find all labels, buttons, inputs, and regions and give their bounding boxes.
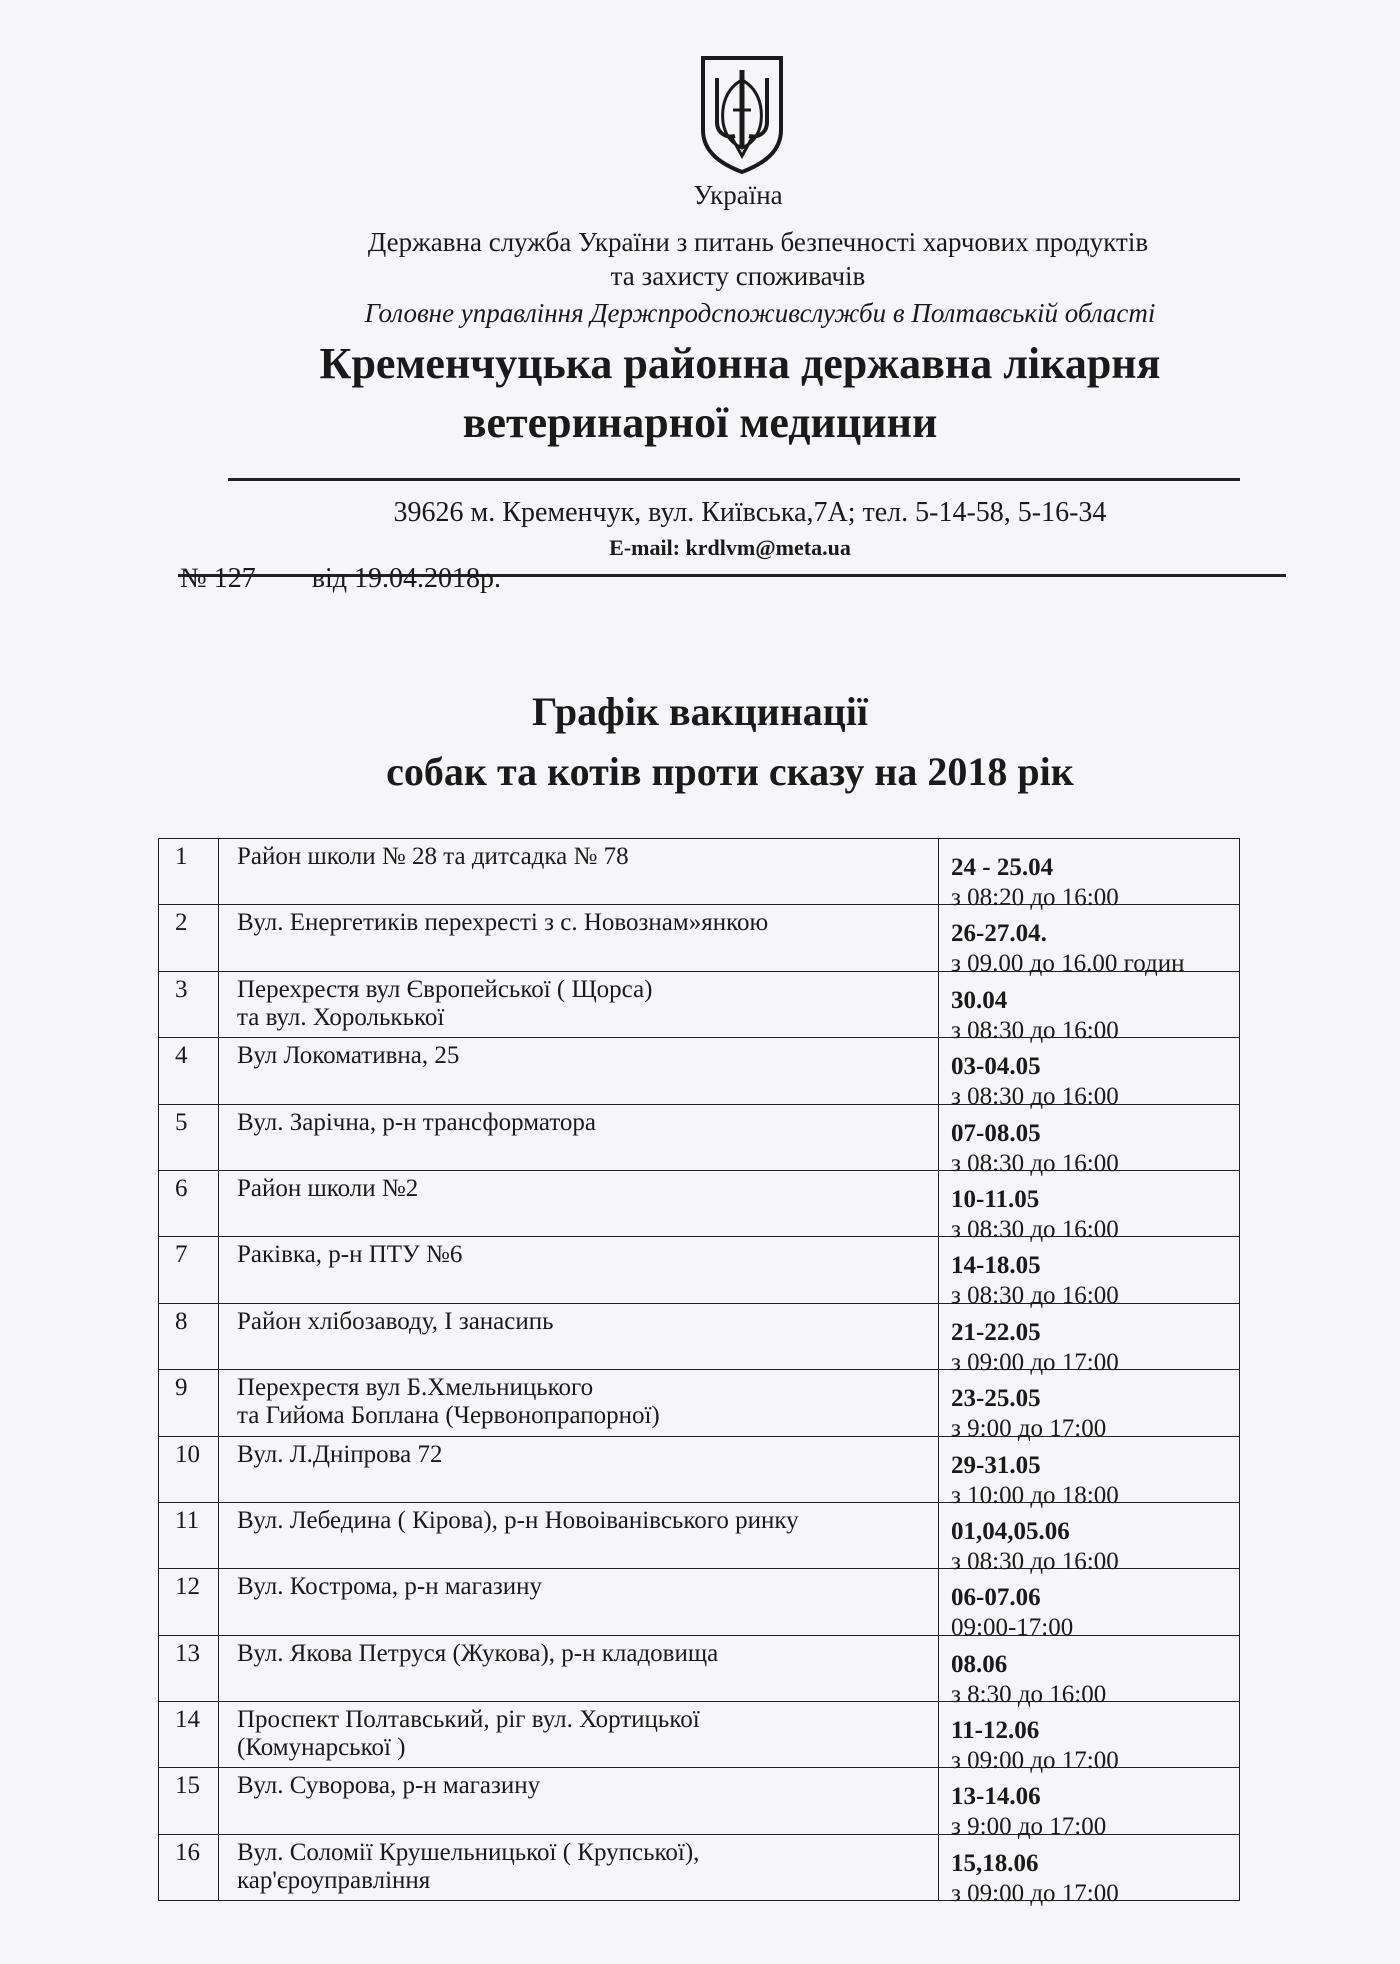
- row-time: з 08:20 до 16:00: [951, 884, 1119, 911]
- row-location: Проспект Полтавський, ріг вул. Хортицької (Комунарської ): [219, 1702, 939, 1767]
- row-number: 5: [159, 1105, 219, 1170]
- row-number: 10: [159, 1437, 219, 1502]
- table-row: [159, 905, 1239, 978]
- row-number: 15: [159, 1768, 219, 1833]
- row-datetime: [939, 1171, 1239, 1243]
- row-time: з 08:30 до 16:00: [951, 1016, 1119, 1044]
- row-number: 8: [159, 1304, 219, 1369]
- row-time: з 08:30 до 16:00: [951, 1083, 1119, 1111]
- table-row: [159, 1702, 1239, 1775]
- service-name-line2: та захисту споживачів: [610, 261, 866, 291]
- document-number: № 127: [180, 563, 256, 594]
- row-time: з 10:00 до 18:00: [951, 1481, 1119, 1509]
- table-row: [159, 1038, 1239, 1111]
- table-row: [159, 1304, 1239, 1376]
- row-time: з 08:30 до 16:00: [951, 1282, 1119, 1310]
- table-row: [159, 1768, 1239, 1841]
- row-number: 4: [159, 1038, 219, 1103]
- organization-name-line2: ветеринарної медицини: [462, 398, 938, 447]
- table-row: [159, 1370, 1239, 1443]
- row-location: Вул. Суворова, р-н магазину: [219, 1768, 939, 1833]
- coat-of-arms-icon: [697, 52, 787, 176]
- row-number: 16: [159, 1835, 219, 1900]
- row-datetime: [939, 1702, 1239, 1775]
- country-name: Україна: [693, 180, 783, 210]
- row-date: 06-07.06: [951, 1584, 1041, 1612]
- department-name: Головне управління Держпродспоживслужби в Полтавській області: [364, 298, 1156, 328]
- row-time: з 09:00 до 17:00: [951, 1348, 1119, 1376]
- row-number: 2: [159, 905, 219, 970]
- row-time: з 09.00 до 16.00 годин: [951, 950, 1185, 978]
- table-row: [159, 1237, 1239, 1310]
- organization-name-line1: Кременчуцька районна державна лікарня: [319, 339, 1161, 388]
- row-datetime: [939, 905, 1239, 978]
- row-location: Вул Локомативна, 25: [219, 1038, 939, 1103]
- table-row: [159, 972, 1239, 1044]
- row-date: 26-27.04.: [951, 920, 1047, 948]
- row-date: 11-12.06: [951, 1717, 1040, 1745]
- row-datetime: [939, 1569, 1239, 1642]
- row-time: з 9:00 до 17:00: [951, 1415, 1107, 1443]
- row-date: 01,04,05.06: [951, 1517, 1070, 1545]
- row-date: 15,18.06: [951, 1849, 1039, 1877]
- row-time: з 09:00 до 17:00: [951, 1747, 1119, 1775]
- row-number: 1: [159, 839, 219, 904]
- schedule-title-line1: Графік вакцинації: [531, 689, 869, 734]
- header-divider-top: [228, 478, 1240, 481]
- row-datetime: [939, 1237, 1239, 1310]
- row-date: 03-04.05: [951, 1053, 1041, 1081]
- row-number: 7: [159, 1237, 219, 1302]
- row-date: 07-08.05: [951, 1119, 1041, 1147]
- row-time: з 08:30 до 16:00: [951, 1215, 1119, 1243]
- vaccination-schedule-table: [158, 838, 1240, 1907]
- schedule-title-line2: собак та котів проти сказу на 2018 рік: [386, 749, 1074, 794]
- row-location: Район школи № 28 та дитсадка № 78: [219, 839, 939, 904]
- row-time: з 8:30 до 16:00: [951, 1680, 1107, 1708]
- table-row: [159, 1105, 1239, 1177]
- row-location: Район хлібозаводу, І занасипь: [219, 1304, 939, 1369]
- row-number: 9: [159, 1370, 219, 1435]
- row-datetime: [939, 839, 1239, 911]
- row-location: Вул. Зарічна, р-н трансформатора: [219, 1105, 939, 1170]
- row-number: 11: [159, 1503, 219, 1568]
- table-row: [159, 1835, 1239, 1907]
- row-date: 13-14.06: [951, 1783, 1041, 1811]
- row-datetime: [939, 1038, 1239, 1111]
- row-number: 14: [159, 1702, 219, 1767]
- organization-address: 39626 м. Кременчук, вул. Київська,7А; тел. 5-14-58, 5-16-34: [393, 497, 1107, 528]
- row-datetime: [939, 1437, 1239, 1509]
- document-date: від 19.04.2018р.: [311, 563, 501, 594]
- row-datetime: [939, 1636, 1239, 1708]
- row-datetime: [939, 1768, 1239, 1841]
- row-datetime: [939, 1304, 1239, 1376]
- row-number: 6: [159, 1171, 219, 1236]
- row-number: 12: [159, 1569, 219, 1634]
- row-datetime: [939, 1105, 1239, 1177]
- row-time: з 08:30 до 16:00: [951, 1547, 1119, 1575]
- table-row: [159, 1503, 1239, 1575]
- row-location: Перехрестя вул Б.Хмельницького та Гийома Боплана (Червонопрапорної): [219, 1370, 939, 1435]
- row-datetime: [939, 972, 1239, 1044]
- row-location: Вул. Лебедина ( Кірова), р-н Новоіванівського ринку: [219, 1503, 939, 1568]
- row-location: Вул. Л.Дніпрова 72: [219, 1437, 939, 1502]
- row-location: Вул. Соломії Крушельницької ( Крупської), кар'єроуправління: [219, 1835, 939, 1900]
- table-row: [159, 1569, 1239, 1642]
- row-date: 14-18.05: [951, 1252, 1041, 1280]
- row-datetime: [939, 1835, 1239, 1907]
- row-location: Вул. Енергетиків перехресті з с. Новознам»янкою: [219, 905, 939, 970]
- row-time: з 08:30 до 16:00: [951, 1149, 1119, 1177]
- row-date: 29-31.05: [951, 1451, 1041, 1479]
- row-time: з 9:00 до 17:00: [951, 1813, 1107, 1841]
- row-date: 21-22.05: [951, 1318, 1041, 1346]
- row-number: 3: [159, 972, 219, 1037]
- row-date: 08.06: [951, 1650, 1008, 1678]
- row-location: Вул. Якова Петруся (Жукова), р-н кладовища: [219, 1636, 939, 1701]
- row-location: Раківка, р-н ПТУ №6: [219, 1237, 939, 1302]
- row-number: 13: [159, 1636, 219, 1701]
- row-location: Район школи №2: [219, 1171, 939, 1236]
- row-location: Перехрестя вул Європейської ( Щорса) та вул. Хоролькької: [219, 972, 939, 1037]
- table-row: [159, 1437, 1239, 1509]
- table-row: [159, 1636, 1239, 1708]
- table-row: [159, 839, 1239, 911]
- row-date: 30.04: [951, 986, 1008, 1014]
- organization-email: E-mail: krdlvm@meta.ua: [609, 535, 851, 560]
- document-reference: [180, 563, 501, 595]
- service-name-line1: Державна служба України з питань безпечності харчових продуктів: [367, 227, 1149, 257]
- row-datetime: [939, 1503, 1239, 1575]
- row-time: з 09:00 до 17:00: [951, 1879, 1119, 1907]
- row-location: Вул. Кострома, р-н магазину: [219, 1569, 939, 1634]
- row-time: 09:00-17:00: [951, 1614, 1074, 1642]
- row-date: 10-11.05: [951, 1185, 1040, 1213]
- row-date: 24 - 25.04: [951, 854, 1054, 881]
- table-row: [159, 1171, 1239, 1243]
- row-date: 23-25.05: [951, 1385, 1041, 1413]
- row-datetime: [939, 1370, 1239, 1443]
